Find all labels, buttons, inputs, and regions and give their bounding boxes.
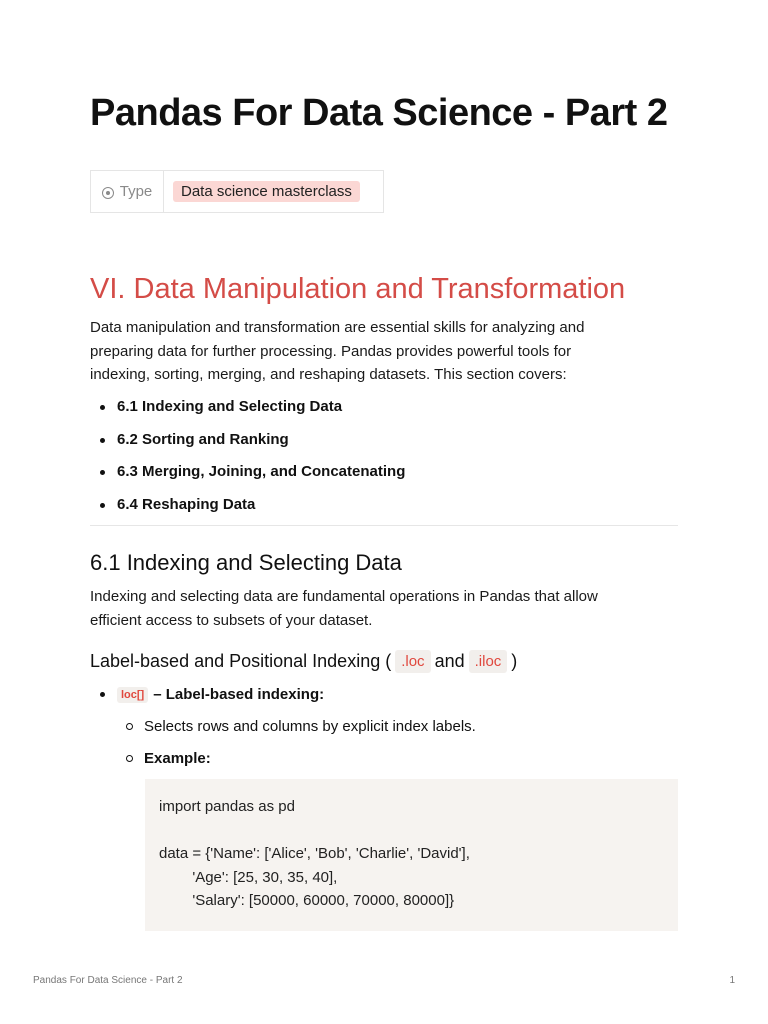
intro-line: efficient access to subsets of your dataset. xyxy=(90,611,373,629)
bullet-dot xyxy=(100,692,105,697)
properties-table xyxy=(90,170,384,213)
section-intro xyxy=(90,316,680,387)
subsection-heading: 6.1 Indexing and Selecting Data xyxy=(90,550,402,575)
sub-bullet-ring xyxy=(126,723,133,730)
property-value xyxy=(164,171,360,212)
sub-bullet xyxy=(126,750,211,767)
list-item: 6.4 Reshaping Data xyxy=(100,495,405,528)
code-line: data = {'Name': ['Alice', 'Bob', 'Charlie', 'David'], xyxy=(159,845,470,862)
inline-code-iloc: .iloc xyxy=(469,650,508,673)
intro-line: indexing, sorting, merging, and reshaping datasets. This section covers: xyxy=(90,366,567,383)
intro-line: preparing data for further processing. Pandas provides powerful tools for xyxy=(90,342,572,360)
heading-and: and xyxy=(434,651,465,671)
code-block[interactable] xyxy=(145,779,678,931)
code-line: 'Salary': [50000, 60000, 70000, 80000]} xyxy=(159,892,455,909)
property-label xyxy=(91,171,164,212)
sub-bullet-ring xyxy=(126,755,133,762)
sub-bullet xyxy=(126,718,476,735)
target-icon xyxy=(102,187,114,199)
code-line: 'Age': [25, 30, 35, 40], xyxy=(159,868,338,886)
subsection-intro xyxy=(90,585,680,632)
indexing-heading xyxy=(90,650,517,673)
divider xyxy=(90,525,678,526)
intro-line: Data manipulation and transformation are essential skills for analyzing and xyxy=(90,319,585,336)
page-number: 1 xyxy=(729,975,735,986)
section-list xyxy=(100,397,405,528)
heading-prefix: Label-based and Positional Indexing ( xyxy=(90,651,392,671)
list-item: 6.1 Indexing and Selecting Data xyxy=(100,397,405,430)
page-title: Pandas For Data Science - Part 2 xyxy=(90,92,668,134)
inline-code-loc: .loc xyxy=(395,650,430,673)
list-item: 6.3 Merging, Joining, and Concatenating xyxy=(100,462,405,495)
section-heading: VI. Data Manipulation and Transformation xyxy=(90,273,626,305)
code-line: import pandas as pd xyxy=(159,798,295,815)
intro-line: Indexing and selecting data are fundamental operations in Pandas that allow xyxy=(90,588,598,605)
loc-bullet xyxy=(100,686,324,703)
sub-bullet-text: Example: xyxy=(144,750,211,767)
property-label-text: Type xyxy=(119,183,153,200)
inline-code-loc-brackets: loc[] xyxy=(117,687,148,703)
heading-suffix: ) xyxy=(511,651,518,671)
footer-title: Pandas For Data Science - Part 2 xyxy=(33,975,183,986)
code-line xyxy=(159,819,664,843)
bullet-text: – Label-based indexing: xyxy=(153,686,325,703)
sub-bullet-text: Selects rows and columns by explicit index labels. xyxy=(144,718,476,735)
list-item: 6.2 Sorting and Ranking xyxy=(100,430,405,463)
type-tag[interactable]: Data science masterclass xyxy=(173,181,360,202)
